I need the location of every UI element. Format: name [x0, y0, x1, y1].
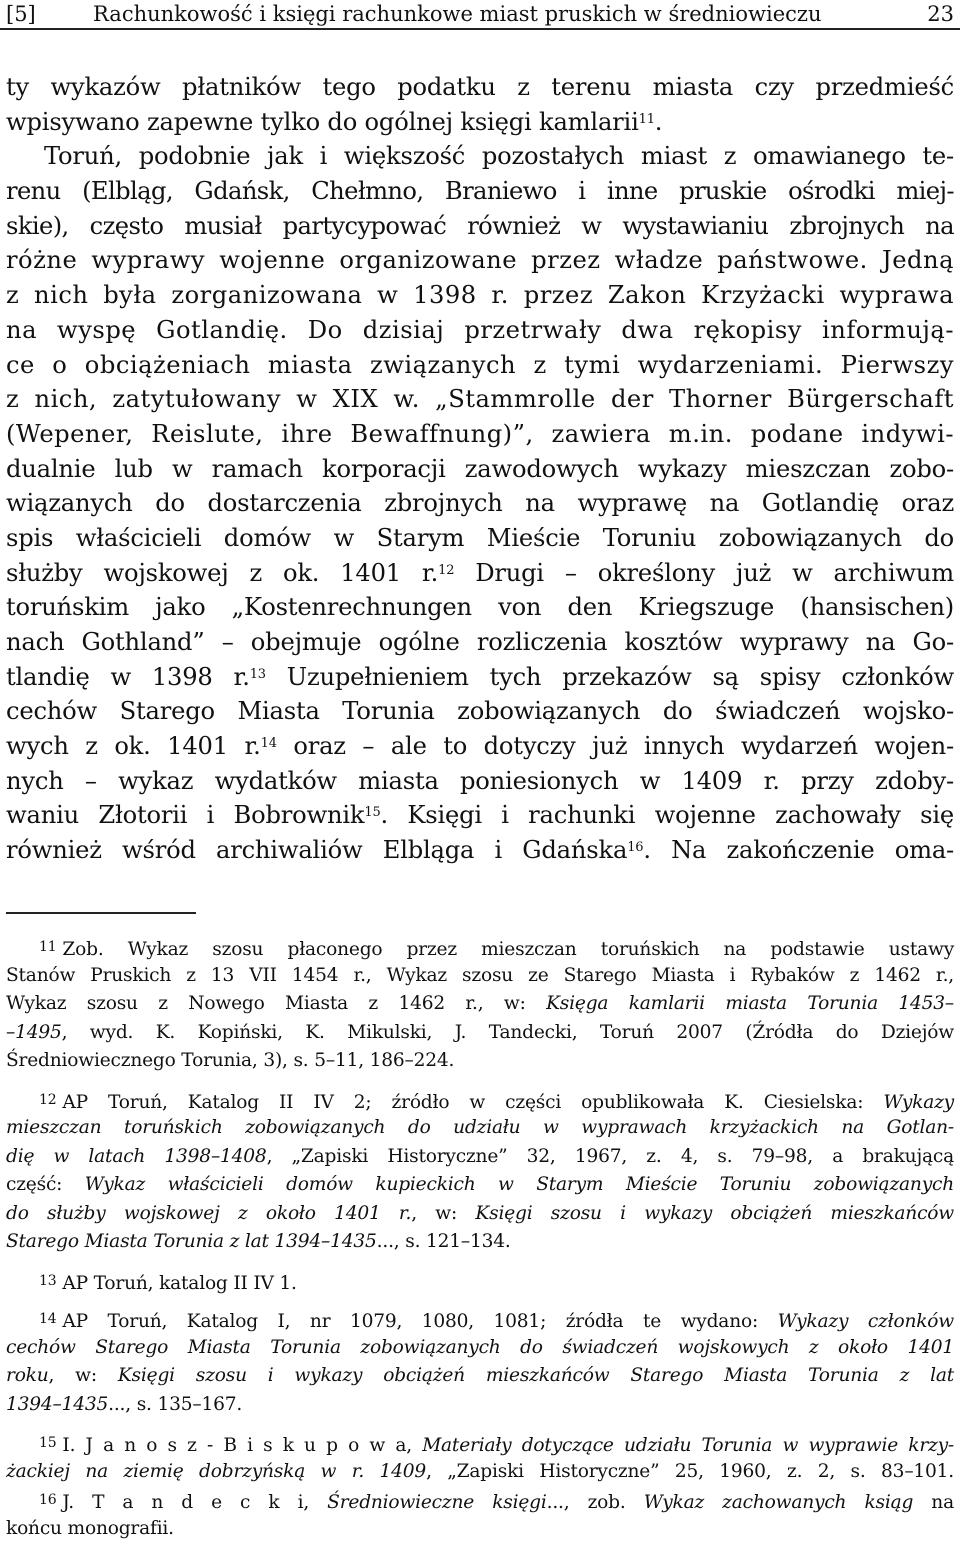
- text-line: wpisywano zapewne tylko do ogólnej księgi kamlarii$^{11}$.: [6, 105, 954, 140]
- section-number: [5]: [6, 2, 36, 26]
- text-line: renu (Elbląg, Gdańsk, Chełmno, Braniewo i inne pruskie ośrodki miej-: [6, 174, 954, 209]
- footnote-ref: 12: [438, 563, 454, 578]
- header-rule: [0, 28, 960, 30]
- footnote-line: Stanów Pruskich z 13 VII 1454 r., Wykaz szosu ze Starego Miasta i Rybaków z 1462 r.,: [6, 962, 954, 991]
- footnote-ref: 15: [364, 805, 380, 820]
- running-header: [0, 0, 960, 28]
- footnote-11: $^{11}$ Zob. Wykaz szosu płaconego przez mieszczan toruńskich na podstawie ustawy: [6, 933, 954, 962]
- text-line: nach Gothland” – obejmuje ogólne rozliczenia kosztów wyprawy na Go-: [6, 625, 954, 660]
- footnote-line: końcu monografii.: [6, 1515, 954, 1543]
- text-line: skie), często musiał partycypować również w wystawianiu zbrojnych na: [6, 209, 954, 244]
- footnote-16: $^{16}$ J. T a n d e c k i, Średniowieczne księgi..., zob. Wykaz zachowanych ksiąg na: [6, 1486, 954, 1515]
- footnote-line: roku, w: Księgi szosu i wykazy obciążeń mieszkańców Starego Miasta Torunia z lat: [6, 1362, 954, 1391]
- text-line: służby wojskowej z ok. 1401 r.$^{12}$ Drugi – określony już w archiwum: [6, 556, 954, 591]
- text-line: na wyspę Gotlandię. Do dzisiaj przetrwały dwa rękopisy informują-: [6, 313, 954, 348]
- footnote-14: $^{14}$ AP Toruń, Katalog I, nr 1079, 1080, 1081; źródła te wydano: Wykazy członków: [6, 1305, 954, 1334]
- body-text: [6, 70, 954, 868]
- text-line: dualnie lub w ramach korporacji zawodowych wykazy mieszczan zobo-: [6, 452, 954, 487]
- footnote-line: –1495, wyd. K. Kopiński, K. Mikulski, J. Tandecki, Toruń 2007 (Źródła do Dziejów: [6, 1019, 954, 1048]
- footnote-line: do służby wojskowej z około 1401 r., w: Księgi szosu i wykazy obciążeń mieszkańców: [6, 1200, 954, 1229]
- running-title: Rachunkowość i księgi rachunkowe miast pruskich w średniowieczu: [93, 2, 821, 26]
- text-line: toruńskim jako „Kostenrechnungen von den Kriegszuge (hansischen): [6, 590, 954, 625]
- text-line: Toruń, podobnie jak i większość pozostałych miast z omawianego te-: [6, 139, 954, 174]
- footnote-ref: 16: [627, 840, 643, 855]
- footnote-line: Wykaz szosu z Nowego Miasta z 1462 r., w: Księga kamlarii miasta Torunia 1453–: [6, 990, 954, 1019]
- text-line: również wśród archiwaliów Elbląga i Gdańska$^{16}$. Na zakończenie oma-: [6, 833, 954, 868]
- footnote-line: dię w latach 1398–1408, „Zapiski Historyczne” 32, 1967, z. 4, s. 79–98, a brakującą: [6, 1143, 954, 1172]
- text-line: cechów Starego Miasta Torunia zobowiązanych do świadczeń wojsko-: [6, 694, 954, 729]
- text-line: wiązanych do dostarczenia zbrojnych na wyprawę na Gotlandię oraz: [6, 486, 954, 521]
- text-line: ce o obciążeniach miasta związanych z tymi wydarzeniami. Pierwszy: [6, 348, 954, 383]
- footnote-ref: 14: [261, 736, 277, 751]
- text-line: z nich, zatytułowany w XIX w. „Stammrolle der Thorner Bürgerschaft: [6, 382, 954, 417]
- text-line: nych – wykaz wydatków miasta poniesionych w 1409 r. przy zdoby-: [6, 764, 954, 799]
- footnote-line: część: Wykaz właścicieli domów kupieckich w Starym Mieście Toruniu zobowiązanych: [6, 1171, 954, 1200]
- footnote-13: $^{13}$ AP Toruń, katalog II IV 1.: [6, 1267, 954, 1296]
- text-line: wych z ok. 1401 r.$^{14}$ oraz – ale to dotyczy już innych wydarzeń wojen-: [6, 729, 954, 764]
- footnotes: [6, 933, 954, 1543]
- footnote-line: żackiej na ziemię dobrzyńską w r. 1409, „Zapiski Historyczne” 25, 1960, z. 2, s. 83–101.: [6, 1458, 954, 1487]
- text-line: różne wyprawy wojenne organizowane przez władze państwowe. Jedną: [6, 243, 954, 278]
- footnote-line: mieszczan toruńskich zobowiązanych do udziału w wyprawach krzyżackich na Gotlan-: [6, 1114, 954, 1143]
- page-number: 23: [927, 2, 954, 26]
- text-line: waniu Złotorii i Bobrownik$^{15}$. Księgi i rachunki wojenne zachowały się: [6, 798, 954, 833]
- footnote-line: Średniowiecznego Torunia, 3), s. 5–11, 186–224.: [6, 1047, 954, 1076]
- footnote-ref: 13: [250, 667, 266, 682]
- footnote-12: $^{12}$ AP Toruń, Katalog II IV 2; źródło w części opublikowała K. Ciesielska: Wykazy: [6, 1086, 954, 1115]
- text-line: ty wykazów płatników tego podatku z terenu miasta czy przedmieść: [6, 70, 954, 105]
- text-line: spis właścicieli domów w Starym Mieście Toruniu zobowiązanych do: [6, 521, 954, 556]
- footnote-line: 1394–1435..., s. 135–167.: [6, 1391, 954, 1420]
- footnote-line: cechów Starego Miasta Torunia zobowiązanych do świadczeń wojskowych z około 1401: [6, 1334, 954, 1363]
- footnote-line: Starego Miasta Torunia z lat 1394–1435..., s. 121–134.: [6, 1228, 954, 1257]
- text-line: z nich była zorganizowana w 1398 r. przez Zakon Krzyżacki wyprawa: [6, 278, 954, 313]
- footnote-15: $^{15}$ I. J a n o s z - B i s k u p o w a, Materiały dotyczące udziału Torunia w wyprawie krzy-: [6, 1429, 954, 1458]
- text-line: tlandię w 1398 r.$^{13}$ Uzupełnieniem tych przekazów są spisy członków: [6, 660, 954, 695]
- footnote-separator: [6, 912, 196, 914]
- text-line: (Wepener, Reislute, ihre Bewaffnung)”, zawiera m.in. podane indywi-: [6, 417, 954, 452]
- footnote-ref: 11: [639, 112, 655, 127]
